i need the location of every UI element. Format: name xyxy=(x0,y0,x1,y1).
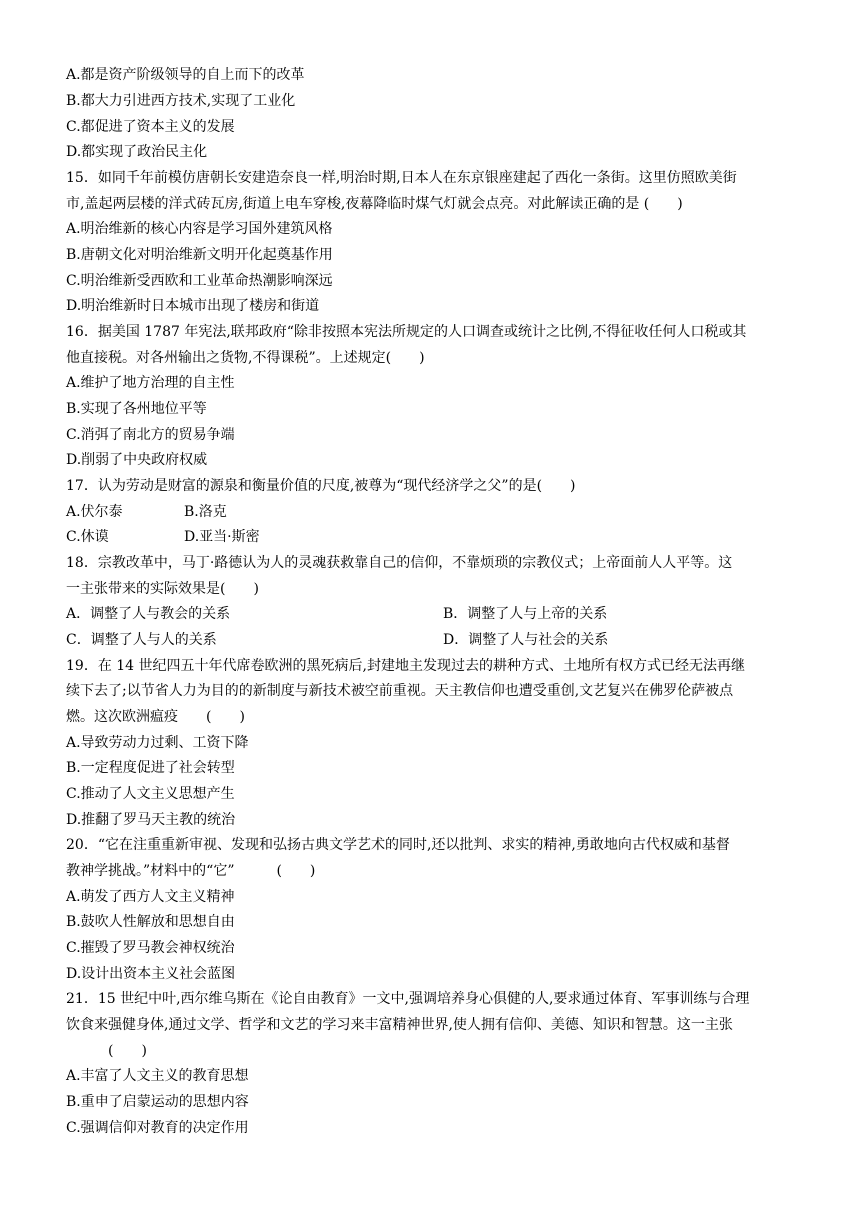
q17-option-b: B.洛克 xyxy=(184,504,227,520)
q16-option-d: D.削弱了中央政府权威 xyxy=(66,452,208,468)
q21-stem-line2: 饮食来强健身体,通过文学、哲学和文艺的学习来丰富精神世界,使人拥有信仰、美德、知识和智慧。这一主张 xyxy=(66,1017,733,1033)
q20-option-a: A.萌发了西方人文主义精神 xyxy=(66,889,235,905)
q17-option-d: D.亚当·斯密 xyxy=(184,529,260,545)
q18-option-d: D．调整了人与社会的关系 xyxy=(443,632,609,648)
q19-stem-line1: 19．在 14 世纪四五十年代席卷欧洲的黑死病后,封建地主发现过去的耕种方式、土地所有权方式已经无法再继 xyxy=(66,658,745,674)
q16-stem-line2: 他直接税。对各州输出之货物,不得课税”。上述规定( ) xyxy=(66,350,425,366)
q16-option-b: B.实现了各州地位平等 xyxy=(66,401,207,417)
q14-option-d: D.都实现了政治民主化 xyxy=(66,144,208,160)
q21-stem-line3: ( ) xyxy=(66,1043,147,1059)
q17-stem: 17．认为劳动是财富的源泉和衡量价值的尺度,被尊为“现代经济学之父”的是( ) xyxy=(66,478,576,494)
q21-option-c: C.强调信仰对教育的决定作用 xyxy=(66,1120,249,1136)
q16-option-c: C.消弭了南北方的贸易争端 xyxy=(66,427,235,443)
q18-stem-line1: 18．宗教改革中，马丁·路德认为人的灵魂获救靠自己的信仰，不靠烦琐的宗教仪式；上帝面前人人平等。这 xyxy=(66,555,733,571)
q15-option-a: A.明治维新的核心内容是学习国外建筑风格 xyxy=(66,221,333,237)
q18-stem-line2: 一主张带来的实际效果是( ) xyxy=(66,581,259,597)
q17-option-a: A.伏尔泰 xyxy=(66,504,123,520)
q14-option-a: A.都是资产阶级领导的自上而下的改革 xyxy=(66,67,305,83)
q18-option-a: A．调整了人与教会的关系 xyxy=(66,606,231,622)
q19-option-b: B.一定程度促进了社会转型 xyxy=(66,760,235,776)
q15-stem-line2: 市,盖起两层楼的洋式砖瓦房,街道上电车穿梭,夜幕降临时煤气灯就会点亮。对此解读正确的是 ( ) xyxy=(66,196,683,212)
q15-option-b: B.唐朝文化对明治维新文明开化起奠基作用 xyxy=(66,247,333,263)
q15-option-d: D.明治维新时日本城市出现了楼房和街道 xyxy=(66,298,320,314)
q21-option-b: B.重申了启蒙运动的思想内容 xyxy=(66,1094,249,1110)
q21-stem-line1: 21．15 世纪中叶,西尔维乌斯在《论自由教育》一文中,强调培养身心俱健的人,要求通过体育、军事训练与合理 xyxy=(66,991,750,1007)
q17-option-c: C.休谟 xyxy=(66,529,109,545)
q19-stem-line2: 续下去了;以节省人力为目的的新制度与新技术被空前重视。天主教信仰也遭受重创,文艺复兴在佛罗伦萨被点 xyxy=(66,683,734,699)
q20-option-b: B.鼓吹人性解放和思想自由 xyxy=(66,914,235,930)
q15-stem-line1: 15．如同千年前模仿唐朝长安建造奈良一样,明治时期,日本人在东京银座建起了西化一条街。这里仿照欧美街 xyxy=(66,170,737,186)
q21-option-a: A.丰富了人文主义的教育思想 xyxy=(66,1068,249,1084)
q19-option-a: A.导致劳动力过剩、工资下降 xyxy=(66,735,249,751)
q14-option-c: C.都促进了资本主义的发展 xyxy=(66,119,235,135)
q19-option-c: C.推动了人文主义思想产生 xyxy=(66,786,235,802)
q19-option-d: D.推翻了罗马天主教的统治 xyxy=(66,812,236,828)
q14-option-b: B.都大力引进西方技术,实现了工业化 xyxy=(66,93,296,109)
q16-stem-line1: 16．据美国 1787 年宪法,联邦政府“除非按照本宪法所规定的人口调查或统计之比例,不得征收任何人口税或其 xyxy=(66,324,747,340)
q18-option-b: B．调整了人与上帝的关系 xyxy=(443,606,608,622)
q15-option-c: C.明治维新受西欧和工业革命热潮影响深远 xyxy=(66,273,333,289)
q20-option-d: D.设计出资本主义社会蓝图 xyxy=(66,966,236,982)
q19-stem-line3: 燃。这次欧洲瘟疫 ( ) xyxy=(66,709,245,725)
q18-option-c: C．调整了人与人的关系 xyxy=(66,632,217,648)
q20-stem-line1: 20．“它在注重重新审视、发现和弘扬古典文学艺术的同时,还以批判、求实的精神,勇敢地向古代权威和基督 xyxy=(66,837,730,853)
q16-option-a: A.维护了地方治理的自主性 xyxy=(66,375,235,391)
q20-stem-line2: 教神学挑战。”材料中的“它” ( ) xyxy=(66,863,316,879)
q20-option-c: C.摧毁了罗马教会神权统治 xyxy=(66,940,235,956)
